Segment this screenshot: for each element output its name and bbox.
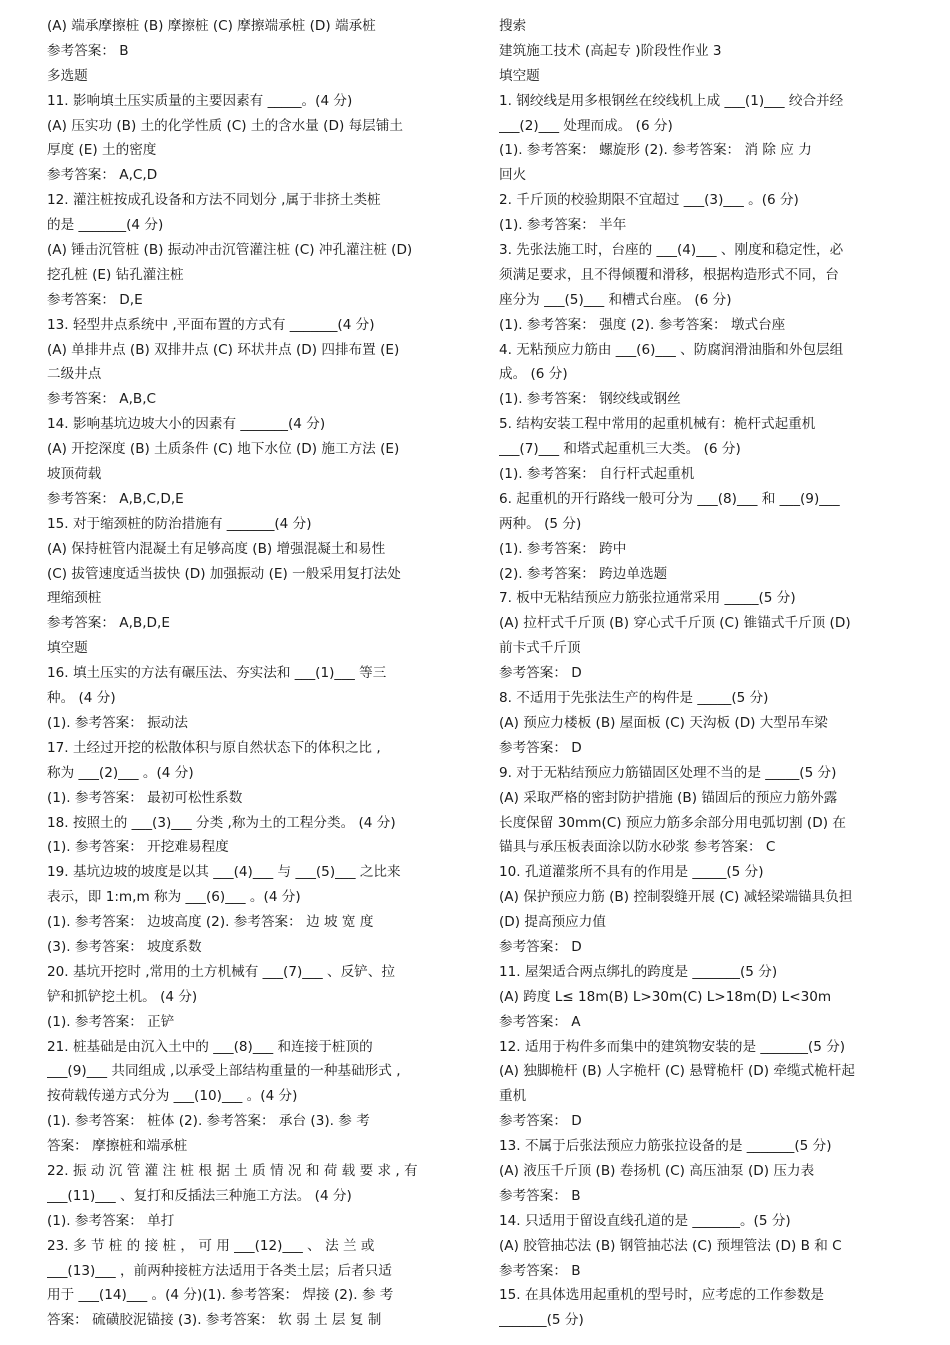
text-line: 7. 板中无粘结预应力筋张拉通常采用 _____(5 分) [499,590,796,607]
text-line: 重机 [499,1088,527,1105]
text-line: 14. 只适用于留设直线孔道的是 _______。(5 分) [499,1212,791,1229]
text-line: 填空题 [499,67,540,84]
text-line: 23. 多 节 桩 的 接 桩 ， 可 用 ___(12)___ 、 法 兰 或 [47,1237,375,1254]
text-line: 21. 桩基础是由沉入土中的 ___(8)___ 和连接于桩顶的 [47,1038,373,1055]
text-line: ___(13)___ ，前两种接桩方法适用于各类土层；后者只适 [47,1262,392,1279]
text-line: 10. 孔道灌浆所不具有的作用是 _____(5 分) [499,864,764,881]
text-line: (1). 参考答案： 钢绞线或钢丝 [499,391,681,408]
text-line: 参考答案： D [499,665,582,682]
text-line: 回火 [499,167,527,184]
text-line: 2. 千斤顶的校验期限不宜超过 ___(3)___ 。(6 分) [499,192,799,209]
text-line: 的是 _______(4 分) [47,217,164,234]
text-line: 二级井点 [47,366,102,383]
text-line: 称为 ___(2)___ 。(4 分) [47,764,194,781]
text-line: 搜索 [499,18,527,34]
text-line: 20. 基坑开挖时 ,常用的土方机械有 ___(7)___ 、反铲、拉 [47,963,395,980]
text-line: (A) 拉杆式千斤顶 (B) 穿心式千斤顶 (C) 锥锚式千斤顶 (D) [499,615,851,632]
text-line: 参考答案： B [499,1187,581,1204]
text-line: 坡顶荷载 [47,466,102,483]
text-line: 参考答案： D [499,938,582,955]
text-line: 参考答案： A,C,D [47,167,158,184]
text-line: ___(11)___ 、复打和反插法三种施工方法。 (4 分) [47,1187,352,1204]
text-line: 表示，即 1:m,m 称为 ___(6)___ 。(4 分) [47,889,301,906]
text-line: (1). 参考答案： 开挖难易程度 [47,839,229,856]
text-line: 参考答案： B [499,1262,581,1279]
text-line: (A) 锤击沉管桩 (B) 振动冲击沉管灌注桩 (C) 冲孔灌注桩 (D) [47,242,413,259]
text-line: 理缩颈桩 [47,590,102,607]
text-line: 用于 ___(14)___ 。(4 分)(1). 参考答案： 焊接 (2). 参 考 [47,1287,394,1304]
text-line: (A) 保持桩管内混凝土有足够高度 (B) 增强混凝土和易性 [47,540,386,557]
text-line: (1). 参考答案： 自行杆式起重机 [499,466,695,483]
text-line: (1). 参考答案： 正铲 [47,1013,175,1030]
text-line: (A) 胶管抽芯法 (B) 钢管抽芯法 (C) 预埋管法 (D) B 和 C [499,1237,842,1254]
text-line: (D) 提高预应力值 [499,914,606,931]
text-line: 挖孔桩 (E) 钻孔灌注桩 [47,266,184,283]
text-line: 种。 (4 分) [47,690,116,707]
text-line: 15. 在具体选用起重机的型号时，应考虑的工作参数是 [499,1287,825,1304]
text-line: (A) 采取严格的密封防护措施 (B) 锚固后的预应力筋外露 [499,789,838,806]
text-line: 4. 无粘预应力筋由 ___(6)___ 、防腐润滑油脂和外包层组 [499,341,844,358]
text-line: (1). 参考答案： 半年 [499,217,627,234]
text-line: 参考答案： D [499,739,582,756]
text-line: 6. 起重机的开行路线一般可分为 ___(8)___ 和 ___(9)___ [499,490,840,507]
text-line: 参考答案： A [499,1013,581,1030]
text-line: (2). 参考答案： 跨边单选题 [499,565,668,582]
right-column [499,14,919,1333]
text-line: (A) 保护预应力筋 (B) 控制裂缝开展 (C) 减轻梁端锚具负担 [499,889,853,906]
text-line: 3. 先张法施工时，台座的 ___(4)___ 、刚度和稳定性，必 [499,242,844,259]
left-column [47,14,467,1333]
text-line: 参考答案： B [47,42,129,59]
text-line: 16. 填土压实的方法有碾压法、夯实法和 ___(1)___ 等三 [47,665,387,682]
text-line: 11. 影响填土压实质量的主要因素有 _____。(4 分) [47,92,353,109]
text-line: (A) 跨度 L≤ 18m(B) L>30m(C) L>18m(D) L<30m [499,988,832,1005]
text-line: 铲和抓铲挖土机。 (4 分) [47,988,198,1005]
text-line: 11. 屋架适合两点绑扎的跨度是 _______(5 分) [499,963,778,980]
text-line: 9. 对于无粘结预应力筋锚固区处理不当的是 _____(5 分) [499,764,837,781]
text-line: (A) 独脚桅杆 (B) 人字桅杆 (C) 悬臂桅杆 (D) 牵缆式桅杆起 [499,1063,855,1080]
text-line: (C) 拔管速度适当拔快 (D) 加强振动 (E) 一般采用复打法处 [47,565,401,582]
text-line: 19. 基坑边坡的坡度是以其 ___(4)___ 与 ___(5)___ 之比来 [47,864,401,881]
text-line: (A) 压实功 (B) 土的化学性质 (C) 土的含水量 (D) 每层铺土 [47,117,403,134]
text-line: (A) 端承摩擦桩 (B) 摩擦桩 (C) 摩擦端承桩 (D) 端承桩 [47,18,376,34]
text-line: 参考答案： A,B,C,D,E [47,490,184,507]
text-line: (1). 参考答案： 桩体 (2). 参考答案： 承台 (3). 参 考 [47,1113,370,1130]
text-line: 两种。 (5 分) [499,515,582,532]
text-line: 12. 灌注桩按成孔设备和方法不同划分 ,属于非挤土类桩 [47,192,381,209]
text-line: 13. 轻型井点系统中 ,平面布置的方式有 _______(4 分) [47,316,375,333]
text-line: (A) 开挖深度 (B) 土质条件 (C) 地下水位 (D) 施工方法 (E) [47,441,400,458]
text-line: 按荷载传递方式分为 ___(10)___ 。(4 分) [47,1088,298,1105]
text-line: 须满足要求，且不得倾覆和滑移，根据构造形式不同，台 [499,266,839,283]
text-line: 17. 土经过开挖的松散体积与原自然状态下的体积之比 , [47,739,381,756]
text-line: 长度保留 30mm(C) 预应力筋多余部分用电弧切割 (D) 在 [499,814,846,831]
text-line: ___(9)___ 共同组成 ,以承受上部结构重量的一种基础形式 , [47,1063,401,1080]
text-line: 15. 对于缩颈桩的防治措施有 _______(4 分) [47,515,312,532]
text-line: 建筑施工技术 (高起专 )阶段性作业 3 [499,42,722,59]
text-line: 1. 钢绞线是用多根钢丝在绞线机上成 ___(1)___ 绞合并经 [499,92,844,109]
text-line: (A) 预应力楼板 (B) 屋面板 (C) 天沟板 (D) 大型吊车梁 [499,714,828,731]
text-line: 14. 影响基坑边坡大小的因素有 _______(4 分) [47,416,326,433]
text-line: 22. 振 动 沉 管 灌 注 桩 根 据 土 质 情 况 和 荷 载 要 求 , 有 [47,1162,418,1179]
text-line: 18. 按照土的 ___(3)___ 分类 ,称为土的工程分类。 (4 分) [47,814,396,831]
text-line: (1). 参考答案： 最初可松性系数 [47,789,243,806]
text-line: 5. 结构安装工程中常用的起重机械有：桅杆式起重机 [499,416,816,433]
text-line: (1). 参考答案： 跨中 [499,540,627,557]
text-line: 参考答案： D [499,1113,582,1130]
text-line: 8. 不适用于先张法生产的构件是 _____(5 分) [499,690,769,707]
text-line: 参考答案： A,B,D,E [47,615,170,632]
text-line: ___(2)___ 处理而成。 (6 分) [499,117,673,134]
text-line: 答案： 摩擦桩和端承桩 [47,1138,188,1155]
text-line: (A) 单排井点 (B) 双排井点 (C) 环状井点 (D) 四排布置 (E) [47,341,400,358]
text-line: (1). 参考答案： 单打 [47,1212,175,1229]
text-line: 12. 适用于构件多而集中的建筑物安装的是 _______(5 分) [499,1038,846,1055]
text-line: 多选题 [47,67,88,84]
text-line: 参考答案： A,B,C [47,391,157,408]
text-line: (1). 参考答案： 振动法 [47,714,188,731]
text-line: 参考答案： D,E [47,291,143,308]
text-line: (3). 参考答案： 坡度系数 [47,938,202,955]
text-line: (1). 参考答案： 边坡高度 (2). 参考答案： 边 坡 宽 度 [47,914,374,931]
text-line: 成。 (6 分) [499,366,568,383]
text-line: 锚具与承压板表面涂以防水砂浆 参考答案： C [499,839,776,856]
text-line: (1). 参考答案： 螺旋形 (2). 参考答案： 消 除 应 力 [499,142,812,159]
text-line: ___(7)___ 和塔式起重机三大类。 (6 分) [499,441,741,458]
text-line: 前卡式千斤顶 [499,640,581,657]
text-line: 答案： 硫磺胶泥锚接 (3). 参考答案： 软 弱 土 层 复 制 [47,1312,382,1329]
text-line: 填空题 [47,640,88,657]
text-line: 13. 不属于后张法预应力筋张拉设备的是 _______(5 分) [499,1138,832,1155]
text-line: (A) 液压千斤顶 (B) 卷扬机 (C) 高压油泵 (D) 压力表 [499,1162,815,1179]
text-line: (1). 参考答案： 强度 (2). 参考答案： 墩式台座 [499,316,786,333]
text-line: 厚度 (E) 土的密度 [47,142,157,159]
text-line: 座分为 ___(5)___ 和槽式台座。 (6 分) [499,291,732,308]
text-line: _______(5 分) [499,1312,584,1329]
